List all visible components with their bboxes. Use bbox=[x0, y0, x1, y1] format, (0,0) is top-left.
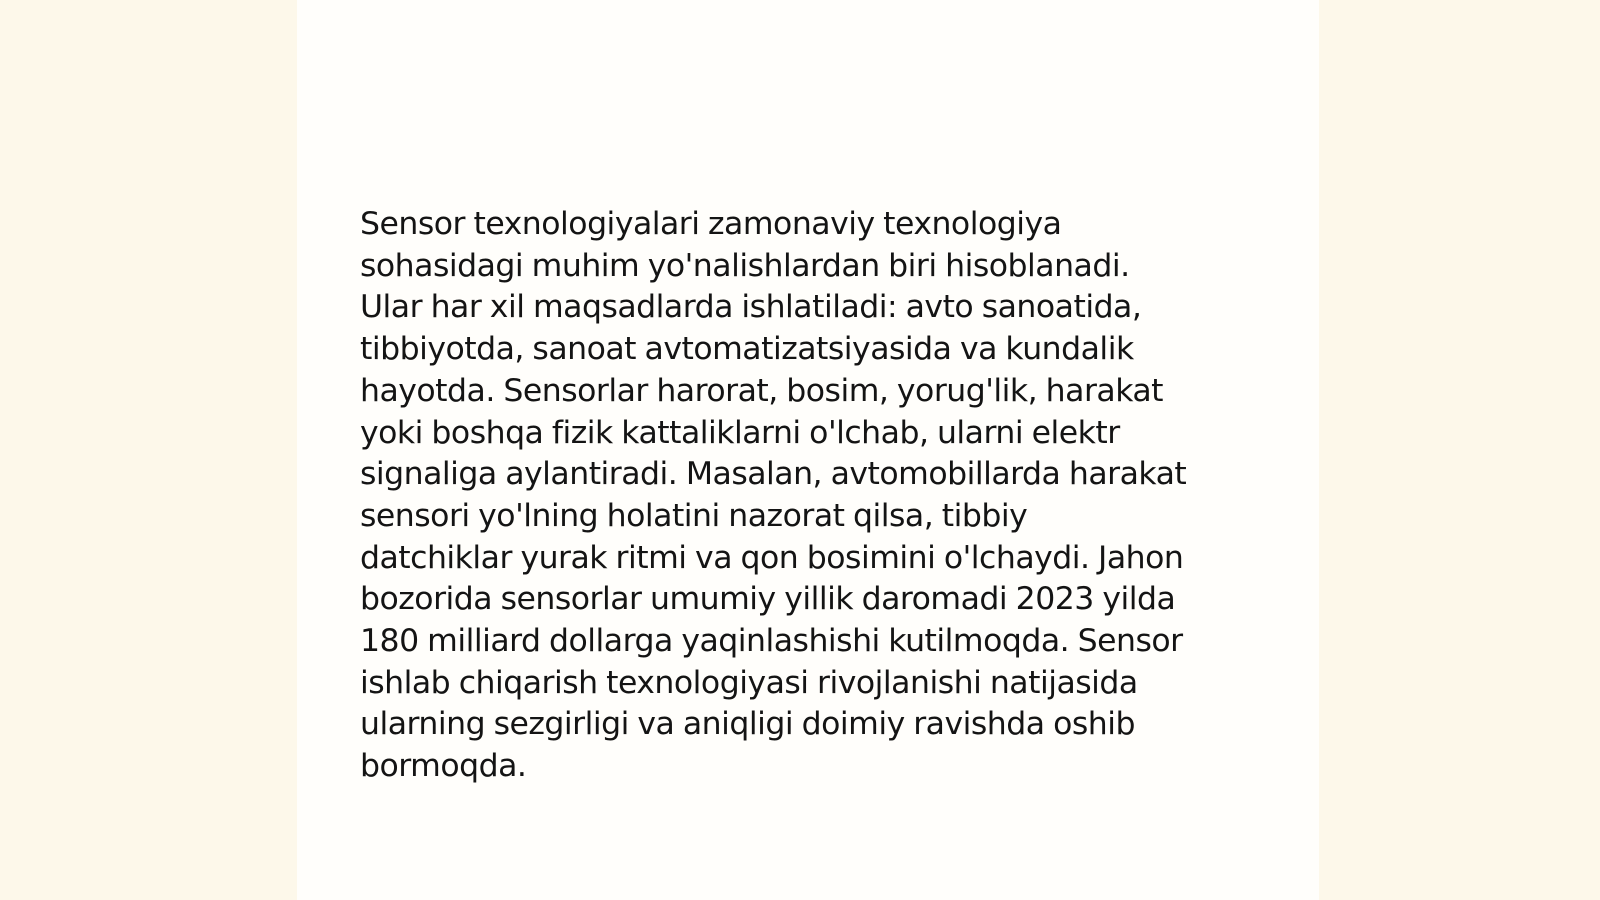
paragraph-line: bozorida sensorlar umumiy yillik daromadi 2023 yilda bbox=[360, 581, 1176, 618]
document-page bbox=[297, 0, 1319, 900]
paragraph-line: yoki boshqa fizik kattaliklarni o'lchab, ularni elektr bbox=[360, 414, 1120, 451]
paragraph-line: bormoqda. bbox=[360, 748, 527, 785]
paragraph-line: Sensor texnologiyalari zamonaviy texnologiya bbox=[360, 206, 1062, 242]
paragraph-line: hayotda. Sensorlar harorat, bosim, yorug'lik, harakat bbox=[360, 372, 1164, 409]
paragraph-line: sensori yo'lning holatini nazorat qilsa, tibbiy bbox=[360, 497, 1028, 534]
body-paragraph bbox=[360, 204, 1260, 788]
paragraph-line: datchiklar yurak ritmi va qon bosimini o'lchaydi. Jahon bbox=[360, 539, 1184, 576]
paragraph-line: signaliga aylantiradi. Masalan, avtomobillarda harakat bbox=[360, 456, 1187, 493]
paragraph-line: 180 milliard dollarga yaqinlashishi kutilmoqda. Sensor bbox=[360, 623, 1183, 660]
paragraph-line: ishlab chiqarish texnologiyasi rivojlanishi natijasida bbox=[360, 664, 1138, 701]
paragraph-line: sohasidagi muhim yo'nalishlardan biri hisoblanadi. bbox=[360, 247, 1130, 284]
paragraph-line: tibbiyotda, sanoat avtomatizatsiyasida va kundalik bbox=[360, 331, 1134, 368]
paragraph-line: ularning sezgirligi va aniqligi doimiy ravishda oshib bbox=[360, 706, 1135, 743]
paragraph-line: Ular har xil maqsadlarda ishlatiladi: avto sanoatida, bbox=[360, 289, 1142, 326]
